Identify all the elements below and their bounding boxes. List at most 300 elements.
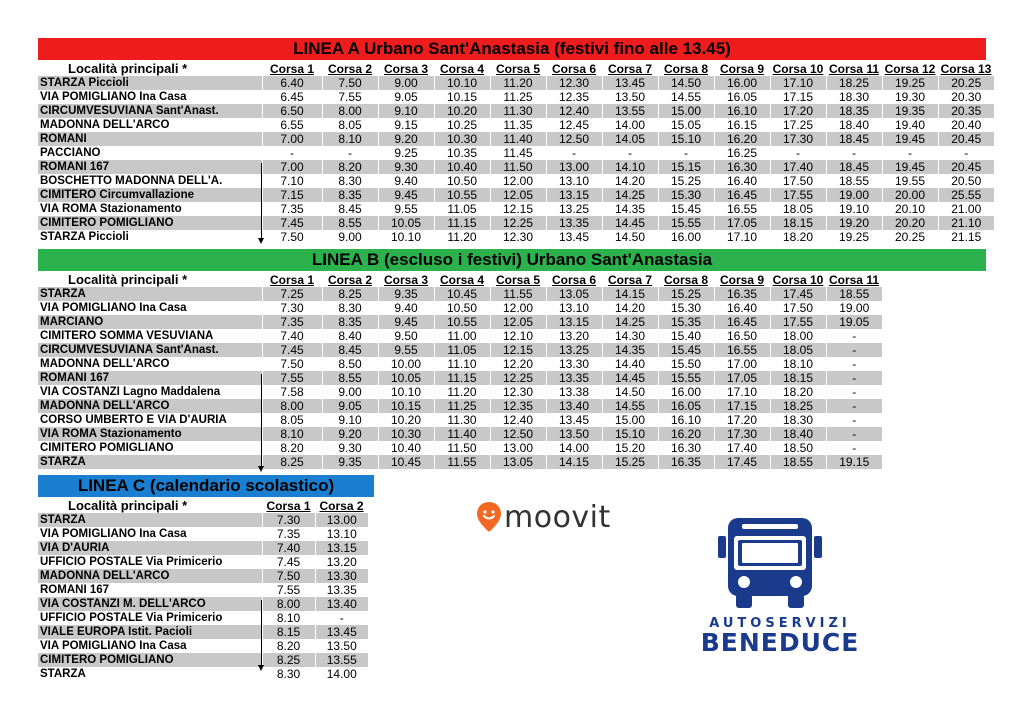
departure-time: 10.10 bbox=[434, 76, 490, 90]
departure-time: 8.45 bbox=[322, 202, 378, 216]
departure-time: 9.35 bbox=[378, 287, 434, 301]
departure-time: - bbox=[262, 146, 322, 160]
column-header-corsa: Corsa 7 bbox=[602, 273, 658, 287]
departure-time: 16.05 bbox=[658, 399, 714, 413]
table-row bbox=[38, 202, 994, 216]
departure-time: 13.35 bbox=[546, 371, 602, 385]
departure-time: 8.45 bbox=[322, 343, 378, 357]
departure-time: 9.05 bbox=[322, 399, 378, 413]
departure-time: 15.10 bbox=[658, 132, 714, 146]
departure-time: 15.25 bbox=[658, 287, 714, 301]
departure-time: - bbox=[826, 146, 882, 160]
departure-time: 17.20 bbox=[770, 104, 826, 118]
departure-time: 15.00 bbox=[602, 413, 658, 427]
departure-time: 8.30 bbox=[322, 174, 378, 188]
column-header-corsa: Corsa 5 bbox=[490, 62, 546, 76]
column-header-corsa: Corsa 12 bbox=[882, 62, 938, 76]
departure-time: - bbox=[546, 146, 602, 160]
table-row bbox=[38, 527, 368, 541]
departure-time: 10.25 bbox=[434, 118, 490, 132]
table-row bbox=[38, 653, 368, 667]
departure-time: 14.50 bbox=[602, 385, 658, 399]
departure-time: 10.35 bbox=[434, 146, 490, 160]
stop-name: VIA POMIGLIANO Ina Casa bbox=[38, 639, 262, 653]
column-header-corsa: Corsa 13 bbox=[938, 62, 994, 76]
departure-time: 12.35 bbox=[490, 399, 546, 413]
departure-time: 13.35 bbox=[546, 216, 602, 230]
departure-time: 10.05 bbox=[378, 216, 434, 230]
departure-time: 12.05 bbox=[490, 315, 546, 329]
departure-time: 16.25 bbox=[714, 146, 770, 160]
table-row bbox=[38, 583, 368, 597]
departure-time: 8.20 bbox=[262, 639, 315, 653]
departure-time: 14.50 bbox=[658, 76, 714, 90]
table-row bbox=[38, 569, 368, 583]
departure-time: 8.15 bbox=[262, 625, 315, 639]
departure-time: - bbox=[826, 385, 882, 399]
table-row bbox=[38, 357, 882, 371]
departure-time: 15.50 bbox=[658, 357, 714, 371]
departure-time: 9.55 bbox=[378, 343, 434, 357]
table-row bbox=[38, 301, 882, 315]
departure-time: 14.25 bbox=[602, 315, 658, 329]
departure-time: 14.05 bbox=[602, 132, 658, 146]
stop-name: STARZA bbox=[38, 513, 262, 527]
departure-time: 20.30 bbox=[938, 90, 994, 104]
departure-time: 13.10 bbox=[546, 301, 602, 315]
departure-time: 6.40 bbox=[262, 76, 322, 90]
departure-time: 7.25 bbox=[262, 287, 322, 301]
departure-time: 11.00 bbox=[434, 329, 490, 343]
departure-time: 16.30 bbox=[658, 441, 714, 455]
stop-name: VIALE EUROPA Istit. Pacioli bbox=[38, 625, 262, 639]
moovit-pin-icon bbox=[476, 501, 502, 533]
column-header-corsa: Corsa 9 bbox=[714, 273, 770, 287]
departure-time: 7.55 bbox=[322, 90, 378, 104]
departure-time: 12.50 bbox=[546, 132, 602, 146]
table-row bbox=[38, 667, 368, 681]
departure-time: 13.15 bbox=[315, 541, 368, 555]
header-row bbox=[38, 62, 994, 76]
direction-arrow-icon bbox=[261, 600, 262, 669]
departure-time: 18.55 bbox=[826, 287, 882, 301]
departure-time: 18.45 bbox=[826, 132, 882, 146]
departure-time: 14.55 bbox=[602, 399, 658, 413]
column-header-corsa: Corsa 8 bbox=[658, 273, 714, 287]
departure-time: 8.50 bbox=[322, 357, 378, 371]
column-header-corsa: Corsa 11 bbox=[826, 62, 882, 76]
departure-time: 19.15 bbox=[826, 455, 882, 469]
column-header-corsa: Corsa 2 bbox=[315, 499, 368, 513]
stop-name: CIMITERO SOMMA VESUVIANA bbox=[38, 329, 262, 343]
departure-time: 17.00 bbox=[714, 357, 770, 371]
departure-time: 17.10 bbox=[770, 76, 826, 90]
departure-time: 10.45 bbox=[434, 287, 490, 301]
departure-time: 10.50 bbox=[434, 174, 490, 188]
table-row bbox=[38, 160, 994, 174]
departure-time: 7.35 bbox=[262, 527, 315, 541]
departure-time: 12.25 bbox=[490, 216, 546, 230]
departure-time: 19.40 bbox=[882, 118, 938, 132]
departure-time: 12.30 bbox=[490, 230, 546, 244]
departure-time: 7.35 bbox=[262, 202, 322, 216]
departure-time: 12.30 bbox=[490, 385, 546, 399]
departure-time: 13.35 bbox=[315, 583, 368, 597]
departure-time: 7.40 bbox=[262, 329, 322, 343]
table-row bbox=[38, 76, 994, 90]
departure-time: 9.00 bbox=[322, 230, 378, 244]
column-header-localita: Località principali * bbox=[38, 62, 262, 76]
stop-name: ROMANI 167 bbox=[38, 371, 262, 385]
departure-time: 10.20 bbox=[434, 104, 490, 118]
departure-time: 8.55 bbox=[322, 371, 378, 385]
table-row bbox=[38, 146, 994, 160]
departure-time: 18.40 bbox=[770, 427, 826, 441]
departure-time: 9.00 bbox=[378, 76, 434, 90]
departure-time: 12.45 bbox=[546, 118, 602, 132]
departure-time: 21.00 bbox=[938, 202, 994, 216]
departure-time: - bbox=[882, 146, 938, 160]
departure-time: - bbox=[602, 146, 658, 160]
departure-time: 20.45 bbox=[938, 132, 994, 146]
departure-time: 14.35 bbox=[602, 202, 658, 216]
departure-time: 11.05 bbox=[434, 202, 490, 216]
stop-name: STARZA bbox=[38, 667, 262, 681]
departure-time: 12.00 bbox=[490, 174, 546, 188]
departure-time: 19.10 bbox=[826, 202, 882, 216]
departure-time: 14.20 bbox=[602, 174, 658, 188]
stop-name: VIA D'AURIA bbox=[38, 541, 262, 555]
departure-time: 18.35 bbox=[826, 104, 882, 118]
departure-time: 8.05 bbox=[262, 413, 322, 427]
departure-time: 16.50 bbox=[714, 329, 770, 343]
departure-time: 14.10 bbox=[602, 160, 658, 174]
column-header-corsa: Corsa 1 bbox=[262, 499, 315, 513]
departure-time: 9.10 bbox=[378, 104, 434, 118]
departure-time: 11.15 bbox=[434, 371, 490, 385]
departure-time: 14.15 bbox=[546, 455, 602, 469]
departure-time: 16.05 bbox=[714, 90, 770, 104]
departure-time: 18.20 bbox=[770, 230, 826, 244]
departure-time: 13.50 bbox=[315, 639, 368, 653]
column-header-corsa: Corsa 2 bbox=[322, 273, 378, 287]
departure-time: 7.40 bbox=[262, 541, 315, 555]
departure-time: 15.55 bbox=[658, 216, 714, 230]
departure-time: 19.20 bbox=[826, 216, 882, 230]
departure-time: 8.35 bbox=[322, 315, 378, 329]
departure-time: 18.45 bbox=[826, 160, 882, 174]
table-row bbox=[38, 230, 994, 244]
departure-time: 15.30 bbox=[658, 188, 714, 202]
departure-time: 18.05 bbox=[770, 343, 826, 357]
departure-time: 16.40 bbox=[714, 174, 770, 188]
departure-time: 8.20 bbox=[262, 441, 322, 455]
stop-name: CIMITERO Circumvallazione bbox=[38, 188, 262, 202]
departure-time: 12.40 bbox=[490, 413, 546, 427]
departure-time: 13.00 bbox=[315, 513, 368, 527]
departure-time: 16.30 bbox=[714, 160, 770, 174]
departure-time: 11.20 bbox=[434, 230, 490, 244]
departure-time: 8.30 bbox=[262, 667, 315, 681]
departure-time: 18.55 bbox=[770, 455, 826, 469]
departure-time: 7.45 bbox=[262, 555, 315, 569]
departure-time: 17.05 bbox=[714, 216, 770, 230]
departure-time: 17.55 bbox=[770, 188, 826, 202]
departure-time: 13.50 bbox=[602, 90, 658, 104]
departure-time: 17.50 bbox=[770, 174, 826, 188]
departure-time: 15.10 bbox=[602, 427, 658, 441]
table-row bbox=[38, 371, 882, 385]
departure-time: 20.35 bbox=[938, 104, 994, 118]
departure-time: 16.10 bbox=[658, 413, 714, 427]
departure-time: 15.15 bbox=[658, 160, 714, 174]
departure-time: 17.30 bbox=[770, 132, 826, 146]
table-row bbox=[38, 315, 882, 329]
table-row bbox=[38, 287, 882, 301]
departure-time: 19.55 bbox=[882, 174, 938, 188]
departure-time: 9.20 bbox=[322, 427, 378, 441]
departure-time: 12.15 bbox=[490, 343, 546, 357]
line-c-title: LINEA C (calendario scolastico) bbox=[38, 475, 374, 497]
departure-time: 18.30 bbox=[826, 90, 882, 104]
table-row bbox=[38, 455, 882, 469]
table-row bbox=[38, 441, 882, 455]
stop-name: CORSO UMBERTO E VIA D'AURIA bbox=[38, 413, 262, 427]
departure-time: 20.25 bbox=[938, 76, 994, 90]
departure-time: 11.45 bbox=[490, 146, 546, 160]
departure-time: 7.55 bbox=[262, 583, 315, 597]
line-a-timetable bbox=[38, 62, 994, 244]
departure-time: 17.40 bbox=[714, 441, 770, 455]
stop-name: UFFICIO POSTALE Via Primicerio bbox=[38, 611, 262, 625]
departure-time: 13.25 bbox=[546, 202, 602, 216]
departure-time: 18.15 bbox=[770, 216, 826, 230]
departure-time: 20.10 bbox=[882, 202, 938, 216]
column-header-corsa: Corsa 2 bbox=[322, 62, 378, 76]
departure-time: 10.30 bbox=[378, 427, 434, 441]
departure-time: 20.00 bbox=[882, 188, 938, 202]
departure-time: 14.35 bbox=[602, 343, 658, 357]
column-header-localita: Località principali * bbox=[38, 499, 262, 513]
stop-name: STARZA bbox=[38, 287, 262, 301]
table-row bbox=[38, 399, 882, 413]
direction-arrow-icon bbox=[261, 163, 262, 242]
departure-time: 13.05 bbox=[490, 455, 546, 469]
table-row bbox=[38, 611, 368, 625]
line-a-title: LINEA A Urbano Sant'Anastasia (festivi fino alle 13.45) bbox=[38, 38, 986, 60]
departure-time: 16.20 bbox=[658, 427, 714, 441]
departure-time: 17.20 bbox=[714, 413, 770, 427]
stop-name: BOSCHETTO MADONNA DELL'A. bbox=[38, 174, 262, 188]
departure-time: 9.45 bbox=[378, 188, 434, 202]
departure-time: 14.00 bbox=[602, 118, 658, 132]
departure-time: 13.55 bbox=[602, 104, 658, 118]
departure-time: 17.55 bbox=[770, 315, 826, 329]
departure-time: 20.25 bbox=[882, 230, 938, 244]
brand-name: BENEDUCE bbox=[700, 628, 860, 657]
departure-time: 11.50 bbox=[490, 160, 546, 174]
departure-time: 9.45 bbox=[378, 315, 434, 329]
departure-time: 18.25 bbox=[826, 76, 882, 90]
departure-time: 9.20 bbox=[378, 132, 434, 146]
stop-name: CIMITERO POMIGLIANO bbox=[38, 441, 262, 455]
stop-name: VIA COSTANZI M. DELL'ARCO bbox=[38, 597, 262, 611]
table-row bbox=[38, 427, 882, 441]
departure-time: 8.00 bbox=[322, 104, 378, 118]
departure-time: 8.25 bbox=[322, 287, 378, 301]
departure-time: 13.45 bbox=[546, 413, 602, 427]
departure-time: 16.40 bbox=[714, 301, 770, 315]
stop-name: ROMANI 167 bbox=[38, 583, 262, 597]
stop-name: MARCIANO bbox=[38, 315, 262, 329]
departure-time: 9.00 bbox=[322, 385, 378, 399]
departure-time: 13.20 bbox=[315, 555, 368, 569]
departure-time: 12.10 bbox=[490, 329, 546, 343]
departure-time: 17.45 bbox=[770, 287, 826, 301]
column-header-corsa: Corsa 4 bbox=[434, 62, 490, 76]
departure-time: - bbox=[826, 371, 882, 385]
departure-time: 16.45 bbox=[714, 188, 770, 202]
departure-time: 20.40 bbox=[938, 118, 994, 132]
table-row bbox=[38, 385, 882, 399]
departure-time: 19.25 bbox=[826, 230, 882, 244]
departure-time: - bbox=[315, 611, 368, 625]
departure-time: 19.00 bbox=[826, 301, 882, 315]
departure-time: 12.20 bbox=[490, 357, 546, 371]
departure-time: 9.05 bbox=[378, 90, 434, 104]
moovit-logo bbox=[476, 500, 611, 534]
column-header-corsa: Corsa 11 bbox=[826, 273, 882, 287]
departure-time: 12.40 bbox=[546, 104, 602, 118]
departure-time: 6.50 bbox=[262, 104, 322, 118]
table-row bbox=[38, 188, 994, 202]
departure-time: 12.50 bbox=[490, 427, 546, 441]
departure-time: - bbox=[938, 146, 994, 160]
departure-time: 17.10 bbox=[714, 385, 770, 399]
departure-time: 16.55 bbox=[714, 343, 770, 357]
stop-name: ROMANI 167 bbox=[38, 160, 262, 174]
departure-time: 6.45 bbox=[262, 90, 322, 104]
departure-time: 11.30 bbox=[434, 413, 490, 427]
column-header-corsa: Corsa 4 bbox=[434, 273, 490, 287]
table-row bbox=[38, 343, 882, 357]
departure-time: 15.00 bbox=[658, 104, 714, 118]
table-row bbox=[38, 104, 994, 118]
departure-time: 25.55 bbox=[938, 188, 994, 202]
departure-time: 11.40 bbox=[434, 427, 490, 441]
departure-time: 15.55 bbox=[658, 371, 714, 385]
departure-time: 19.45 bbox=[882, 160, 938, 174]
departure-time: 15.25 bbox=[602, 455, 658, 469]
departure-time: 19.30 bbox=[882, 90, 938, 104]
departure-time: 13.15 bbox=[546, 315, 602, 329]
departure-time: 19.05 bbox=[826, 315, 882, 329]
departure-time: 10.30 bbox=[434, 132, 490, 146]
departure-time: 14.30 bbox=[602, 329, 658, 343]
departure-time: 15.45 bbox=[658, 343, 714, 357]
departure-time: 19.25 bbox=[882, 76, 938, 90]
departure-time: 16.35 bbox=[714, 287, 770, 301]
departure-time: 17.30 bbox=[714, 427, 770, 441]
departure-time: 7.15 bbox=[262, 188, 322, 202]
column-header-localita: Località principali * bbox=[38, 273, 262, 287]
departure-time: 16.15 bbox=[714, 118, 770, 132]
departure-time: 16.35 bbox=[658, 455, 714, 469]
departure-time: - bbox=[322, 146, 378, 160]
departure-time: 11.15 bbox=[434, 216, 490, 230]
departure-time: 9.25 bbox=[378, 146, 434, 160]
stop-name: VIA POMIGLIANO Ina Casa bbox=[38, 527, 262, 541]
departure-time: 11.20 bbox=[490, 76, 546, 90]
departure-time: 18.15 bbox=[770, 371, 826, 385]
departure-time: 10.45 bbox=[378, 455, 434, 469]
departure-time: 9.30 bbox=[322, 441, 378, 455]
departure-time: 20.20 bbox=[882, 216, 938, 230]
stop-name: VIA ROMA Stazionamento bbox=[38, 202, 262, 216]
stop-name: VIA ROMA Stazionamento bbox=[38, 427, 262, 441]
departure-time: 14.45 bbox=[602, 371, 658, 385]
line-b-timetable bbox=[38, 273, 882, 469]
departure-time: 8.30 bbox=[322, 301, 378, 315]
stop-name: PACCIANO bbox=[38, 146, 262, 160]
departure-time: 10.05 bbox=[378, 371, 434, 385]
departure-time: - bbox=[826, 413, 882, 427]
departure-time: 8.55 bbox=[322, 216, 378, 230]
departure-time: 7.50 bbox=[262, 357, 322, 371]
departure-time: 8.00 bbox=[262, 399, 322, 413]
departure-time: 18.20 bbox=[770, 385, 826, 399]
column-header-corsa: Corsa 1 bbox=[262, 62, 322, 76]
departure-time: 12.00 bbox=[490, 301, 546, 315]
departure-time: 18.25 bbox=[770, 399, 826, 413]
column-header-corsa: Corsa 1 bbox=[262, 273, 322, 287]
departure-time: 18.05 bbox=[770, 202, 826, 216]
departure-time: 7.30 bbox=[262, 301, 322, 315]
departure-time: 14.40 bbox=[602, 357, 658, 371]
table-row bbox=[38, 132, 994, 146]
departure-time: 18.00 bbox=[770, 329, 826, 343]
departure-time: 8.25 bbox=[262, 455, 322, 469]
departure-time: 13.00 bbox=[546, 160, 602, 174]
table-row bbox=[38, 597, 368, 611]
departure-time: 13.05 bbox=[546, 287, 602, 301]
departure-time: 15.45 bbox=[658, 202, 714, 216]
departure-time: 17.05 bbox=[714, 371, 770, 385]
column-header-corsa: Corsa 10 bbox=[770, 62, 826, 76]
departure-time: 17.25 bbox=[770, 118, 826, 132]
departure-time: 12.15 bbox=[490, 202, 546, 216]
departure-time: 14.50 bbox=[602, 230, 658, 244]
stop-name: MADONNA DELL'ARCO bbox=[38, 118, 262, 132]
departure-time: 18.50 bbox=[770, 441, 826, 455]
stop-name: STARZA Piccioli bbox=[38, 230, 262, 244]
stop-name: ROMANI bbox=[38, 132, 262, 146]
departure-time: 17.10 bbox=[714, 230, 770, 244]
table-row bbox=[38, 216, 994, 230]
departure-time: 7.00 bbox=[262, 160, 322, 174]
stop-name: MADONNA DELL'ARCO bbox=[38, 399, 262, 413]
table-row bbox=[38, 413, 882, 427]
departure-time: 11.20 bbox=[434, 385, 490, 399]
departure-time: 18.30 bbox=[770, 413, 826, 427]
table-row bbox=[38, 513, 368, 527]
departure-time: 18.40 bbox=[826, 118, 882, 132]
departure-time: 13.50 bbox=[546, 427, 602, 441]
departure-time: 13.30 bbox=[315, 569, 368, 583]
departure-time: 11.10 bbox=[434, 357, 490, 371]
departure-time: 6.55 bbox=[262, 118, 322, 132]
departure-time: 7.58 bbox=[262, 385, 322, 399]
